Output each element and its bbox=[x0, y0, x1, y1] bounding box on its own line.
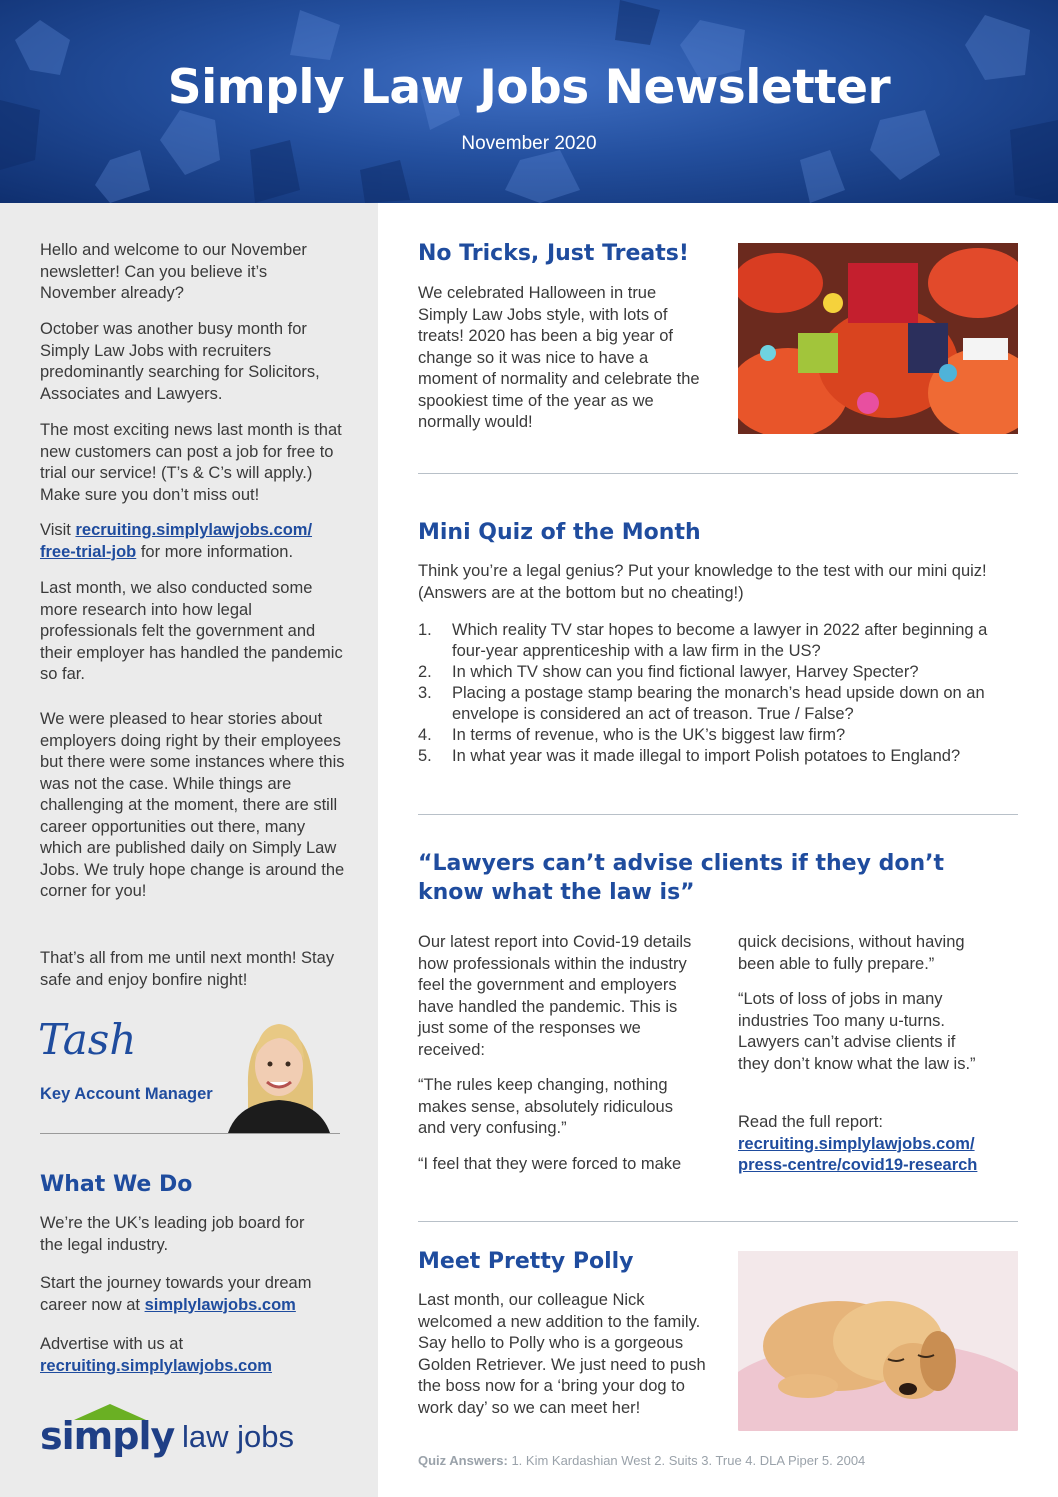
section-divider-3 bbox=[418, 1221, 1018, 1222]
visit-prefix: Visit bbox=[40, 521, 76, 539]
read-report-paragraph bbox=[738, 1112, 1018, 1177]
signoff-paragraph: That’s all from me until next month! Stay safe and enjoy bonfire night! bbox=[40, 949, 335, 989]
halloween-treats-photo bbox=[738, 243, 1018, 434]
visit-suffix: for more information. bbox=[136, 542, 294, 561]
signature-role: Key Account Manager bbox=[40, 1085, 213, 1103]
quiz-question bbox=[418, 662, 1018, 683]
report-quote-2-start: “I feel that they were forced to make bbox=[418, 1155, 682, 1173]
quiz-question-number: 3. bbox=[418, 684, 432, 702]
treats-paragraph: We celebrated Halloween in true Simply Law Jobs style, with lots of treats! 2020 has been a big year of change so it was nice to have a moment of normality and celebrate the spookiest time of the year as we normally would! bbox=[418, 284, 700, 431]
what-we-do-heading: What We Do bbox=[40, 1172, 193, 1197]
free-trial-link-part1[interactable]: recruiting.simplylawjobs.com/ bbox=[75, 521, 313, 539]
report-heading bbox=[418, 849, 1018, 907]
quiz-heading: Mini Quiz of the Month bbox=[418, 520, 701, 545]
simplylawjobs-link[interactable]: simplylawjobs.com bbox=[144, 1295, 296, 1314]
quiz-question-number: 5. bbox=[418, 747, 432, 765]
intro-paragraph: Hello and welcome to our November newsletter! Can you believe it’s November already? bbox=[40, 241, 307, 302]
polly-heading: Meet Pretty Polly bbox=[418, 1249, 634, 1274]
report-heading-line2: know what the law is” bbox=[418, 880, 695, 905]
quiz-questions bbox=[418, 620, 1018, 767]
quiz-answers-label: Quiz Answers: bbox=[418, 1453, 508, 1468]
journey-text: Start the journey towards your dream career now at bbox=[40, 1274, 312, 1314]
newsletter-title: Simply Law Jobs Newsletter bbox=[167, 60, 891, 115]
quiz-question-text: Placing a postage stamp bearing the monarch’s head upside down on an envelope is considered an act of treason. True / False? bbox=[452, 684, 985, 723]
newsletter-date: November 2020 bbox=[461, 133, 597, 154]
report-paragraph-1: Our latest report into Covid-19 details how professionals within the industry feel the government and employers have handled the pandemic. This is just some of the responses we received: bbox=[418, 933, 692, 1059]
quiz-question-text: In what year was it made illegal to import Polish potatoes to England? bbox=[452, 747, 961, 765]
quiz-question bbox=[418, 746, 1018, 767]
quiz-question bbox=[418, 620, 1018, 662]
quiz-intro: Think you’re a legal genius? Put your knowledge to the test with our mini quiz! (Answers are at the bottom but no cheating!) bbox=[418, 562, 987, 602]
report-quote-3: “Lots of loss of jobs in many industries Too many u-turns. Lawyers can’t advise clients if they don’t know what the law is.” bbox=[738, 990, 976, 1073]
puppy-photo bbox=[738, 1251, 1018, 1431]
sidebar-divider bbox=[40, 1133, 340, 1134]
journey-paragraph bbox=[40, 1273, 340, 1316]
free-trial-paragraph: The most exciting news last month is that new customers can post a job for free to trial our service! (T’s & C’s will apply.) Make sure you don’t miss out! bbox=[40, 421, 342, 504]
report-quote-1: “The rules keep changing, nothing makes sense, absolutely ridiculous and very confusing.” bbox=[418, 1076, 673, 1137]
logo-word-simply: simply bbox=[40, 1414, 175, 1458]
report-heading-line1: “Lawyers can’t advise clients if they don’t bbox=[418, 851, 944, 876]
quiz-question-text: In terms of revenue, who is the UK’s biggest law firm? bbox=[452, 726, 846, 744]
research-paragraph: Last month, we also conducted some more research into how legal professionals felt the government and their employer has handled the pandemic so far. bbox=[40, 579, 343, 683]
quiz-question-number: 1. bbox=[418, 621, 432, 639]
signature: Tash bbox=[38, 1015, 137, 1064]
visit-paragraph bbox=[40, 520, 345, 563]
quiz-question bbox=[418, 725, 1018, 746]
report-link-part1[interactable]: recruiting.simplylawjobs.com/ bbox=[738, 1134, 975, 1153]
october-paragraph: October was another busy month for Simply Law Jobs with recruiters predominantly searching for Solicitors, Associates and Lawyers. bbox=[40, 320, 320, 403]
treats-heading: No Tricks, Just Treats! bbox=[418, 241, 689, 266]
quiz-question-number: 2. bbox=[418, 663, 432, 681]
quiz-answers-text: 1. Kim Kardashian West 2. Suits 3. True 4. DLA Piper 5. 2004 bbox=[507, 1453, 866, 1468]
what-we-do-paragraph: We’re the UK’s leading job board for the legal industry. bbox=[40, 1214, 305, 1254]
quiz-question-text: In which TV show can you find fictional lawyer, Harvey Specter? bbox=[452, 663, 919, 681]
advertise-text: Advertise with us at bbox=[40, 1335, 184, 1353]
report-quote-2-end: quick decisions, without having been able to fully prepare.” bbox=[738, 933, 965, 973]
quiz-question-text: Which reality TV star hopes to become a lawyer in 2022 after beginning a four-year apprenticeship with a law firm in the US? bbox=[452, 621, 988, 660]
stories-paragraph: We were pleased to hear stories about employers doing right by their employees but there were some instances where this was not the case. While things are challenging at the moment, there are still career opportunities out there, many which are published daily on Simply Law Jobs. We truly hope change is around the corner for you! bbox=[40, 710, 345, 900]
quiz-question-number: 4. bbox=[418, 726, 432, 744]
quiz-question bbox=[418, 683, 1018, 725]
free-trial-link-part2[interactable]: free-trial-job bbox=[40, 542, 137, 561]
logo-word-law-jobs: law jobs bbox=[182, 1419, 294, 1454]
section-divider-2 bbox=[418, 814, 1018, 815]
recruiting-link[interactable]: recruiting.simplylawjobs.com bbox=[40, 1356, 272, 1375]
polly-paragraph: Last month, our colleague Nick welcomed a new addition to the family. Say hello to Polly who is a gorgeous Golden Retriever. We just need to push the boss now for a ‘bring your dog to work day’ so we can meet her! bbox=[418, 1291, 706, 1417]
section-divider-1 bbox=[418, 473, 1018, 474]
quiz-answers bbox=[418, 1453, 865, 1468]
simply-law-jobs-logo bbox=[40, 1402, 310, 1462]
avatar bbox=[218, 1008, 340, 1133]
advertise-paragraph bbox=[40, 1334, 345, 1377]
read-report-label: Read the full report: bbox=[738, 1113, 883, 1131]
header-banner bbox=[0, 0, 1058, 203]
report-link-part2[interactable]: press-centre/covid19-research bbox=[738, 1156, 978, 1174]
